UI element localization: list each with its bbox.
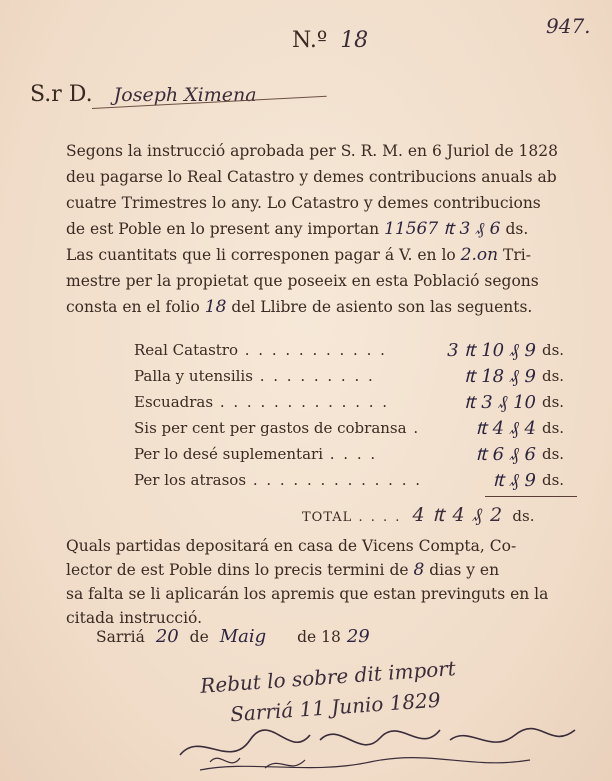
body-line-2: deu pagarse lo Real Catastro y demes contribucions anuals ab xyxy=(66,168,557,186)
total-amount: 4 ₶ 4 ₰ 2 xyxy=(412,504,504,526)
date-year: 29 xyxy=(346,626,370,647)
number-label: N.º xyxy=(292,28,328,53)
body-line-4: de est Poble en lo present any importan 11567 ₶ 3 ₰ 6 ds. xyxy=(66,219,529,239)
table-row: Palla y utensilis . . . . . . . . . ₶ 18 ₰ 9 ds. xyxy=(134,366,565,387)
annual-amount: 11567 ₶ 3 ₰ 6 xyxy=(384,219,501,239)
archive-number: 947. xyxy=(546,14,591,38)
receipt-note-line-1: Rebut lo sobre dit import xyxy=(199,656,457,698)
total-label: TOTAL xyxy=(302,510,353,525)
table-row: Real Catastro . . . . . . . . . . . 3 ₶ 10 ₰ 9 ds. xyxy=(134,340,565,361)
document-number xyxy=(292,28,368,53)
trimester-field: 2.on xyxy=(460,245,499,265)
date-month: Maig xyxy=(219,626,267,647)
total-row: TOTAL . . . . 4 ₶ 4 ₰ 2 ds. xyxy=(302,504,535,526)
date-line: Sarriá 20 de Maig de 18 29 xyxy=(96,626,370,647)
body-line-3: cuatre Trimestres lo any. Lo Catastro y demes contribucions xyxy=(66,194,541,212)
closing-paragraph: Quals partidas depositará en casa de Vicens Compta, Co- lector de est Poble dins lo precis termini de 8 dias y en sa falta se li aplicarán los apremis que estan previnguts en la citada instrucció. xyxy=(66,537,549,627)
body-line-6: mestre per la propietat que poseeix en esta Població segons xyxy=(66,272,539,290)
receipt-note-line-2: Sarriá 11 Junio 1829 xyxy=(229,687,442,727)
table-row: Per lo desé suplementari . . . . ₶ 6 ₰ 6 ds. xyxy=(134,444,565,465)
date-day: 20 xyxy=(155,626,179,647)
salutation: S.r D. xyxy=(30,82,93,107)
days-field: 8 xyxy=(413,560,425,580)
folio-field: 18 xyxy=(204,297,227,317)
body-line-7: consta en el folio 18 del Llibre de asiento son las seguents. xyxy=(66,297,533,317)
address-line xyxy=(30,82,257,107)
table-row: Per los atrasos . . . . . . . . . . . . . ₶ ₰ 9 ds. xyxy=(134,470,565,491)
handwritten-signature xyxy=(170,700,590,778)
recipient-name: Joseph Ximena xyxy=(113,84,257,106)
total-divider xyxy=(485,496,577,497)
body-line-1: Segons la instrucció aprobada per S. R. M. en 6 Juriol de 1828 xyxy=(66,142,559,160)
table-row: Sis per cent per gastos de cobransa . ₶ 4 ₰ 4 ds. xyxy=(134,418,565,439)
number-value: 18 xyxy=(340,28,369,53)
contributions-table xyxy=(134,337,572,493)
body-line-5: Las cuantitats que li corresponen pagar á V. en lo 2.on Tri- xyxy=(66,245,531,265)
table-row: Escuadras . . . . . . . . . . . . . ₶ 3 ₰ 10 ds. xyxy=(134,392,565,413)
